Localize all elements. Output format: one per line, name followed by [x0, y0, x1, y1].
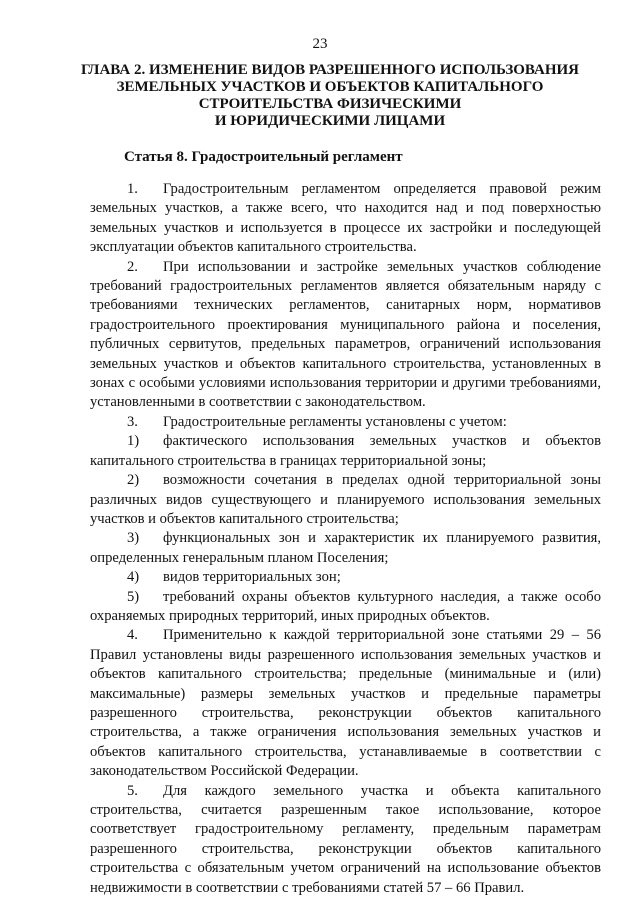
paragraph-number: 5. [127, 782, 138, 799]
paragraph-text: Градостроительные регламенты установлены с учетом: [163, 413, 507, 430]
paragraph-text: Для каждого земельного участка и объекта капитального строительства, считается разрешенным такое использование, которое соответствует градостроительному регламенту, предельным параметрам разрешенного строительства, реконструкции объектов капитального строительства с обязательным учетом ограничений на использование объектов недвижимости в соответствии с требованиями статей 57 – 66 Правил. [90, 782, 601, 896]
list-item [90, 432, 601, 471]
list-item-number: 3) [127, 530, 140, 547]
list-item-number: 4) [127, 569, 140, 586]
paragraph [90, 782, 601, 898]
paragraph-number: 4. [127, 627, 138, 644]
list-item-text: видов территориальных зон; [163, 569, 341, 586]
paragraph-number: 1. [127, 181, 138, 197]
list-item [90, 471, 601, 529]
page-number: 23 [312, 36, 328, 52]
paragraph [90, 413, 601, 432]
list-item [90, 588, 601, 627]
chapter-title [80, 62, 580, 130]
list-item-text: функциональных зон и характеристик их планируемого развития, определенных генеральным планом Поселения; [90, 530, 601, 566]
article-title: Статья 8. Градостроительный регламент [124, 149, 403, 165]
chapter-title-line: И ЮРИДИЧЕСКИМИ ЛИЦАМИ [214, 113, 446, 129]
paragraph-text: При использовании и застройке земельных участков соблюдение требований градостроительных регламентов является обязательным наряду с требованиями технических регламентов, санитарных норм, нормативов градостроительного проектирования муниципального района и поселения, публичных сервитутов, предельных параметров, ограничений использования земельных участков и объектов капитального строительства, установленных в зонах с особыми условиями использования территории и другими требованиями, установленными в соответствии с законодательством. [90, 258, 601, 411]
list-item-number: 1) [127, 433, 140, 450]
chapter-title-line: ГЛАВА 2. ИЗМЕНЕНИЕ ВИДОВ РАЗРЕШЕННОГО ИСПОЛЬЗОВАНИЯ [81, 62, 579, 78]
list-item-text: фактического использования земельных участков и объектов капитального строительства в границах территориальной зоны; [90, 433, 601, 469]
paragraph-number: 3. [127, 413, 138, 430]
paragraph-text: Применительно к каждой территориальной зоне статьями 29 – 56 Правил установлены виды разрешенного использования земельных участков и объектов капитального строительства; предельные (минимальные и (или) максимальные) размеры земельных участков и предельные параметры разрешенного строительства, реконструкции объектов капитального строительства, а также ограничения использования земельных участков и объектов капитального строительства, устанавливаемые в соответствии с законодательством Российской Федерации. [90, 627, 601, 780]
list-item-text: возможности сочетания в пределах одной территориальной зоны различных видов существующего и планируемого использования земельных участков и объектов капитального строительства; [90, 472, 601, 527]
list-item [90, 529, 601, 568]
paragraph [90, 180, 601, 258]
list-item-number: 2) [127, 472, 140, 489]
chapter-title-line: СТРОИТЕЛЬСТВА ФИЗИЧЕСКИМИ [198, 96, 462, 112]
list-item-text: требований охраны объектов культурного наследия, а также особо охраняемых природных территорий, иных природных объектов. [90, 588, 601, 624]
list-item [90, 568, 601, 587]
article-body [90, 180, 601, 898]
chapter-title-line: ЗЕМЕЛЬНЫХ УЧАСТКОВ И ОБЪЕКТОВ КАПИТАЛЬНОГО [116, 79, 544, 95]
paragraph [90, 626, 601, 781]
list-item-number: 5) [127, 588, 140, 605]
paragraph [90, 258, 601, 413]
paragraph-number: 2. [127, 258, 138, 275]
paragraph-text: Градостроительным регламентом определяется правовой режим земельных участков, а также всего, что находится над и под поверхностью земельных участков и используется в процессе их застройки и последующей эксплуатации объектов капитального строительства. [90, 181, 601, 256]
